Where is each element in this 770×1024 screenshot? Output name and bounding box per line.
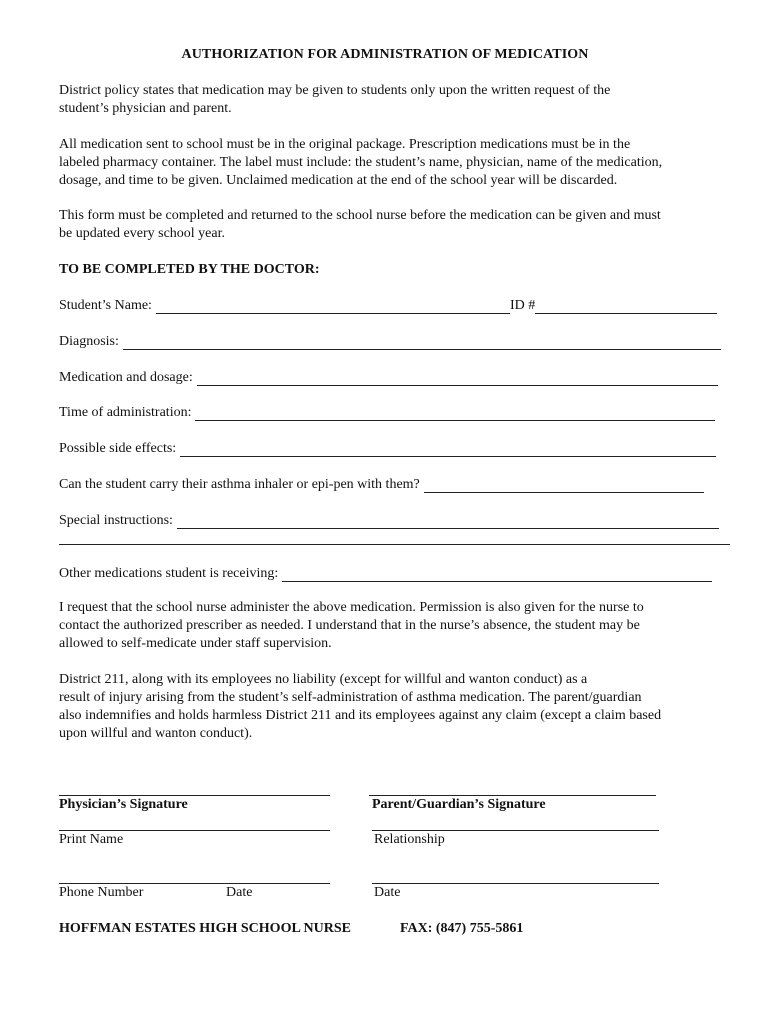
special-instructions-continuation-line[interactable]	[59, 544, 730, 545]
student-name-field[interactable]	[156, 300, 510, 314]
physician-signature-line[interactable]	[59, 795, 330, 796]
text-line: All medication sent to school must be in the original package. Prescription medications must be in the	[59, 137, 631, 152]
special-instructions-field[interactable]	[177, 515, 719, 529]
packaging-paragraph	[59, 136, 729, 190]
time-administration-row	[59, 403, 715, 421]
relationship-line[interactable]	[372, 830, 659, 831]
other-medications-row	[59, 564, 712, 582]
phone-number-label: Phone Number	[59, 885, 144, 900]
student-name-row	[59, 296, 729, 314]
text-line: contact the authorized prescriber as needed. I understand that in the nurse’s absence, the student may be	[59, 618, 640, 633]
text-line: dosage, and time to be given. Unclaimed medication at the end of the school year will be discarded.	[59, 173, 618, 188]
doctor-section-heading: TO BE COMPLETED BY THE DOCTOR:	[59, 262, 320, 277]
id-label: ID #	[509, 298, 536, 313]
side-effects-row	[59, 439, 716, 457]
side-effects-label: Possible side effects:	[59, 441, 177, 456]
parent-signature-line[interactable]	[369, 795, 656, 796]
text-line: student’s physician and parent.	[59, 101, 232, 116]
text-line: also indemnifies and holds harmless District 211 and its employees against any claim (except a claim based	[59, 708, 662, 723]
physician-date-label: Date	[226, 885, 253, 900]
text-line: District 211, along with its employees no liability (except for willful and wanton conduct) as a	[59, 672, 588, 687]
student-name-label: Student’s Name:	[59, 298, 152, 313]
text-line: be updated every school year.	[59, 226, 225, 241]
print-name-label: Print Name	[59, 832, 124, 847]
text-line: District policy states that medication may be given to students only upon the written request of the	[59, 83, 611, 98]
form-title: AUTHORIZATION FOR ADMINISTRATION OF MEDICATION	[181, 47, 589, 62]
fax-number: FAX: (847) 755-5861	[400, 921, 524, 936]
school-nurse-footer: HOFFMAN ESTATES HIGH SCHOOL NURSE	[59, 921, 351, 936]
id-field[interactable]	[535, 300, 717, 314]
request-paragraph	[59, 599, 729, 653]
time-administration-label: Time of administration:	[59, 405, 192, 420]
medication-dosage-field[interactable]	[197, 372, 718, 386]
other-medications-label: Other medications student is receiving:	[59, 566, 279, 581]
liability-paragraph	[59, 671, 729, 743]
parent-signature-label: Parent/Guardian’s Signature	[372, 797, 546, 812]
text-line: I request that the school nurse administer the above medication. Permission is also given for the nurse to	[59, 600, 644, 615]
print-name-line[interactable]	[59, 830, 330, 831]
carry-inhaler-field[interactable]	[424, 479, 704, 493]
medication-dosage-label: Medication and dosage:	[59, 370, 193, 385]
carry-inhaler-label: Can the student carry their asthma inhaler or epi-pen with them?	[59, 477, 420, 492]
other-medications-field[interactable]	[282, 568, 712, 582]
medication-dosage-row	[59, 368, 718, 386]
text-line: labeled pharmacy container. The label must include: the student’s name, physician, name of the medication,	[59, 155, 663, 170]
text-line: upon willful and wanton conduct).	[59, 726, 253, 741]
parent-date-label: Date	[374, 885, 401, 900]
physician-signature-label: Physician’s Signature	[59, 797, 188, 812]
text-line: This form must be completed and returned to the school nurse before the medication can be given and must	[59, 208, 661, 223]
special-instructions-label: Special instructions:	[59, 513, 173, 528]
phone-date-line[interactable]	[59, 883, 330, 884]
relationship-label: Relationship	[374, 832, 445, 847]
carry-inhaler-row	[59, 475, 704, 493]
special-instructions-row	[59, 511, 719, 529]
diagnosis-label: Diagnosis:	[59, 334, 119, 349]
diagnosis-field[interactable]	[123, 336, 721, 350]
diagnosis-row	[59, 332, 721, 350]
parent-date-line[interactable]	[372, 883, 659, 884]
policy-paragraph	[59, 82, 729, 118]
time-administration-field[interactable]	[195, 407, 715, 421]
completion-paragraph	[59, 207, 729, 243]
text-line: allowed to self-medicate under staff supervision.	[59, 636, 332, 651]
text-line: result of injury arising from the student’s self-administration of asthma medication. The parent/guardian	[59, 690, 642, 705]
side-effects-field[interactable]	[180, 443, 716, 457]
